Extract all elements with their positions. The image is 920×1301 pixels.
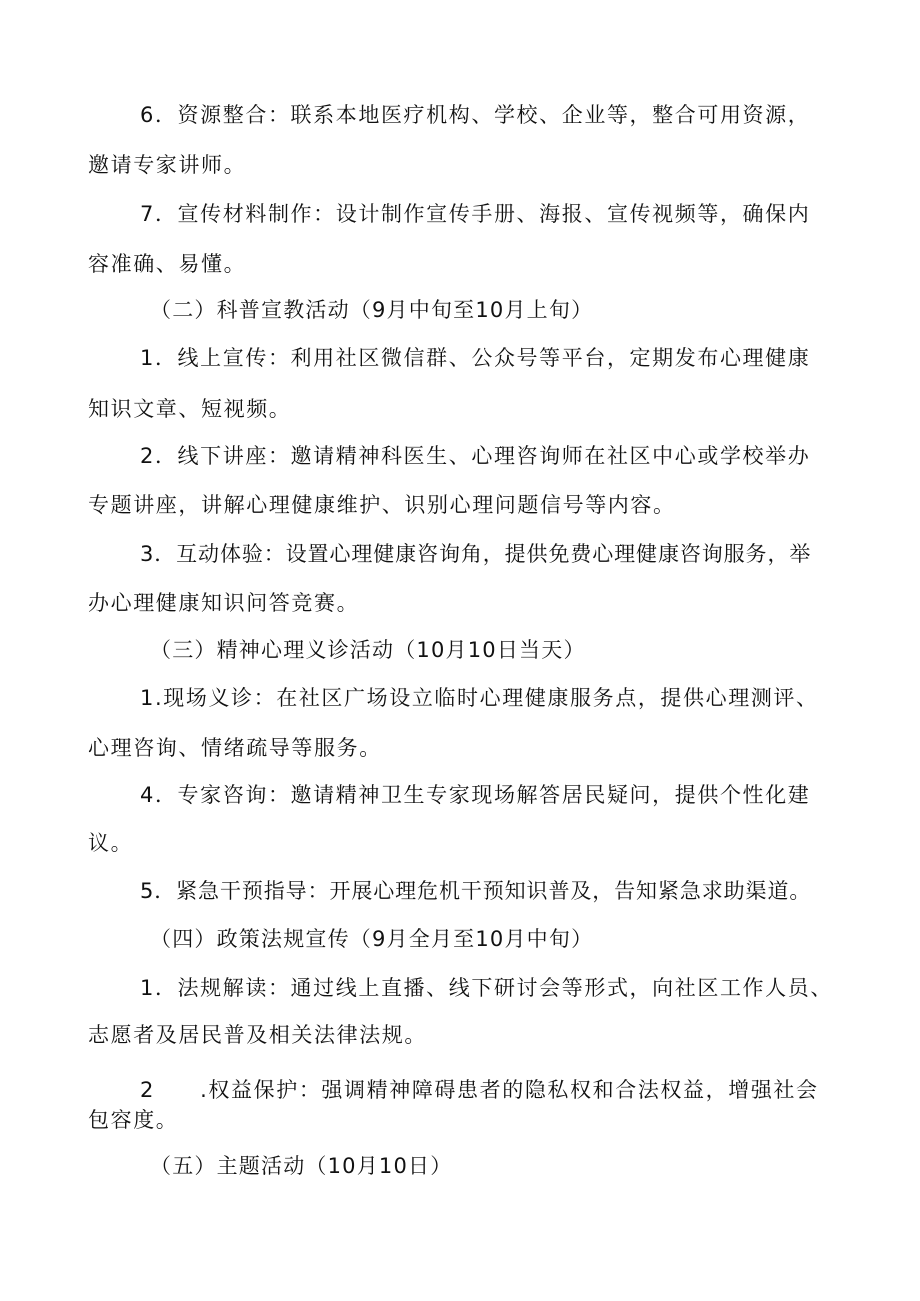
section-heading: （五）主题活动（10月10日） <box>150 1154 453 1178</box>
paragraph-line: 1.现场义诊：在社区广场设立临时心理健康服务点，提供心理测评、 <box>140 686 819 710</box>
section-heading: （四）政策法规宣传（9月全月至10月中旬） <box>150 927 594 951</box>
paragraph-line: 专题讲座，讲解心理健康维护、识别心理问题信号等内容。 <box>88 493 676 517</box>
paragraph-line: 1．线上宣传：利用社区微信群、公众号等平台，定期发布心理健康 <box>140 346 811 370</box>
paragraph-line: 知识文章、短视频。 <box>88 397 292 421</box>
paragraph-line: 包容度。 <box>88 1108 179 1132</box>
section-heading: （三）精神心理义诊活动（10月10日当天） <box>150 638 586 662</box>
paragraph-line: 7．宣传材料制作：设计制作宣传手册、海报、宣传视频等，确保内 <box>140 202 811 226</box>
paragraph-line: 志愿者及居民普及相关法律法规。 <box>88 1023 427 1047</box>
paragraph-line: 心理咨询、情绪疏导等服务。 <box>88 736 382 760</box>
paragraph-line: 6．资源整合：联系本地医疗机构、学校、企业等，整合可用资源， <box>140 103 811 127</box>
paragraph-line: 2．线下讲座：邀请精神科医生、心理咨询师在社区中心或学校举办 <box>140 444 811 468</box>
paragraph-line: 邀请专家讲师。 <box>88 153 247 177</box>
paragraph-line: 容准确、易懂。 <box>88 252 247 276</box>
section-heading: （二）科普宣教活动（9月中旬至10月上旬） <box>150 298 594 322</box>
paragraph-line: 议。 <box>88 831 134 855</box>
paragraph-line: 5．紧急干预指导：开展心理危机干预知识普及，告知紧急求助渠道。 <box>140 879 812 903</box>
paragraph-line: 3．互动体验：设置心理健康咨询角，提供免费心理健康咨询服务，举 <box>140 542 812 566</box>
paragraph-line: 办心理健康知识问答竞赛。 <box>88 591 360 615</box>
paragraph-line: 4．专家咨询：邀请精神卫生专家现场解答居民疑问，提供个性化建 <box>140 783 811 807</box>
paragraph-line: 2 .权益保护：强调精神障碍患者的隐私权和合法权益，增强社会 <box>140 1078 819 1102</box>
paragraph-line: 1．法规解读：通过线上直播、线下研讨会等形式，向社区工作人员、 <box>140 976 833 1000</box>
